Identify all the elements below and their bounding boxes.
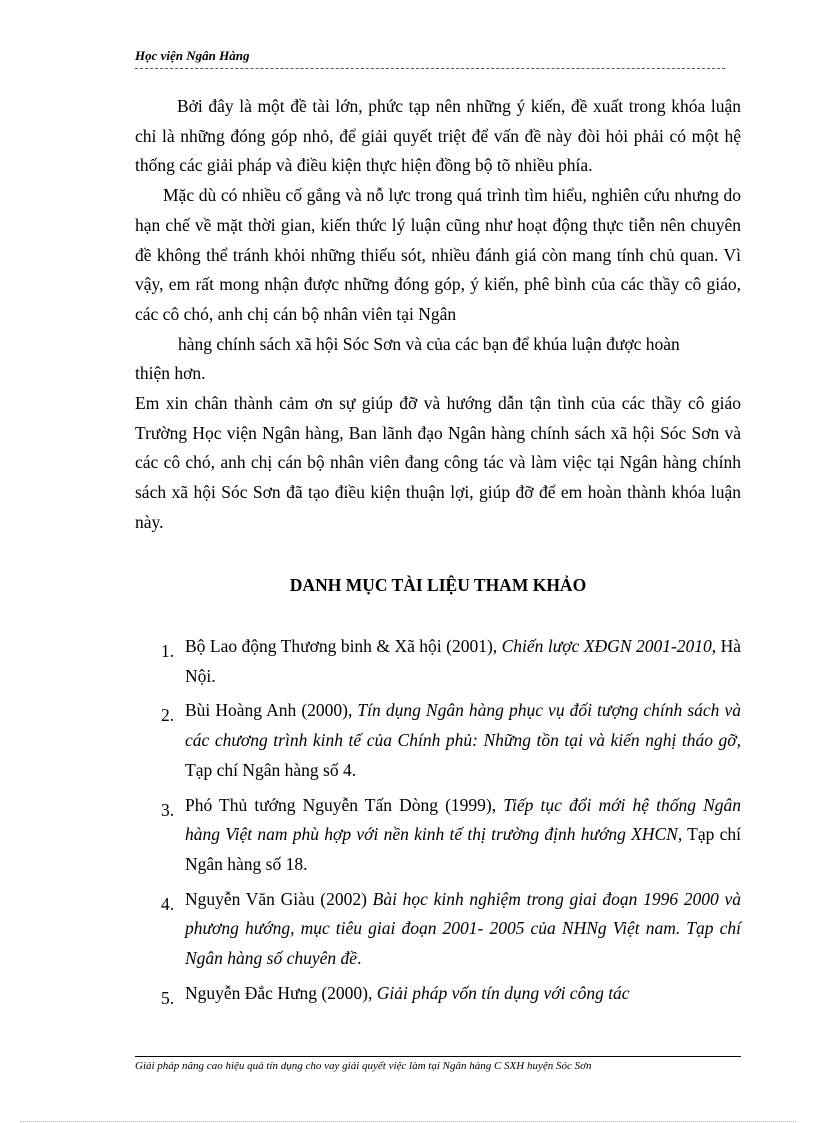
reference-title: Giải pháp vốn tín dụng với công tác [376,982,630,1003]
reference-item [135,885,741,974]
reference-author: Phó Thủ tướng Nguyễn Tấn Dòng (1999), [185,794,504,815]
paragraph-3: Em xin chân thành cảm ơn sự giúp đỡ và hướng dẫn tận tình của các thầy cô giáo Trường Học viện Ngân hàng, Ban lãnh đạo Ngân hàng chính sách xã hội Sóc Sơn và các cô chó, anh chị cán bộ nhân viên đang công tác và làm việc tại Ngân hàng chính sách xã hội Sóc Sơn đã tạo điều kiện thuận lợi, giúp đỡ để em hoàn thành khóa luận này. [135,393,741,532]
footer-divider [135,1056,741,1057]
reference-number: 3. [161,799,175,820]
reference-source: Tạp chí Ngân hàng số 4. [185,759,357,780]
reference-number: 5. [161,987,175,1008]
paragraph-2: Mặc dù có nhiều cố gắng và nỗ lực trong quá trình tìm hiểu, nghiên cứu nhưng do hạn chế về mặt thời gian, kiến thức lý luận cũng như hoạt động thực tiễn nên chuyên đề không thể tránh khỏi những thiếu sót, nhiều đánh giá còn mang tính chủ quan. Vì vậy, em rất mong nhận được những đóng góp, ý kiến, phê bình của các thầy cô giáo, các cô chó, anh chị cán bộ nhân viên tại Ngân [135,185,741,324]
paragraph-1: Bởi đây là một đề tài lớn, phức tạp nên những ý kiến, đề xuất trong khóa luận chỉ là những đóng góp nhỏ, để giải quyết triệt để vấn đề này đòi hỏi phải có một hệ thống các giải pháp và điều kiện thực hiện đồng bộ tõ nhiều phía. [135,96,741,176]
reference-source: , Tạp chí Ngân hàng số 18. [185,824,741,874]
page-footer [135,1056,741,1072]
reference-item [135,632,741,691]
reference-author: Nguyễn Văn Giàu (2002) [185,888,373,909]
reference-number: 2. [161,705,175,726]
references-list [135,632,741,1013]
header-title: Học viện Ngân Hàng [135,48,250,63]
reference-title: Chiến lược XĐGN 2001-2010 [501,636,712,656]
reference-number: 1. [161,641,175,661]
reference-title: Tín dụng Ngân hàng phục vụ đối tượng chính sách và các chương trình kinh tế của Chính phủ: Những tồn tại và kiến nghị tháo gỡ, [185,700,741,751]
footer-text: Giải pháp nâng cao hiệu quả tín dụng cho vay giải quyết việc làm tại Ngân hàng C SXH huyện Sóc Sơn [135,1060,592,1072]
reference-source: , Hà Nội. [185,636,742,686]
references-title: DANH MỤC TÀI LIỆU THAM KHẢO [289,575,587,595]
reference-author: Nguyễn Đắc Hưng (2000), [185,982,377,1003]
reference-title: Bài học kinh nghiệm trong giai đoạn 1996 2000 và phương hướng, mục tiêu giai đoạn 2001- 2005 của NHNg Việt nam. Tạp chí Ngân hàng số chuyên đề [185,888,741,969]
body-text [135,92,741,538]
reference-source: . [357,948,362,969]
page-bottom-border [20,1121,796,1122]
reference-item [135,979,741,1009]
page-header [135,48,725,69]
reference-number: 4. [161,893,175,914]
header-divider [135,68,725,69]
reference-author: Bộ Lao động Thương binh & Xã hội (2001), [185,636,502,656]
reference-author: Bùi Hoàng Anh (2000), [185,700,358,721]
reference-item [135,791,741,880]
paragraph-2-continuation: hàng chính sách xã hội Sóc Sơn và của các bạn để khúa luận được hoàn [178,333,680,354]
reference-title: Tiếp tục đổi mới hệ thống Ngân hàng Việt nam phù hợp với nền kinh tế thị trường định hướng XHCN [185,794,742,845]
reference-item [135,696,741,785]
paragraph-2-end: thiện hơn. [135,363,206,384]
